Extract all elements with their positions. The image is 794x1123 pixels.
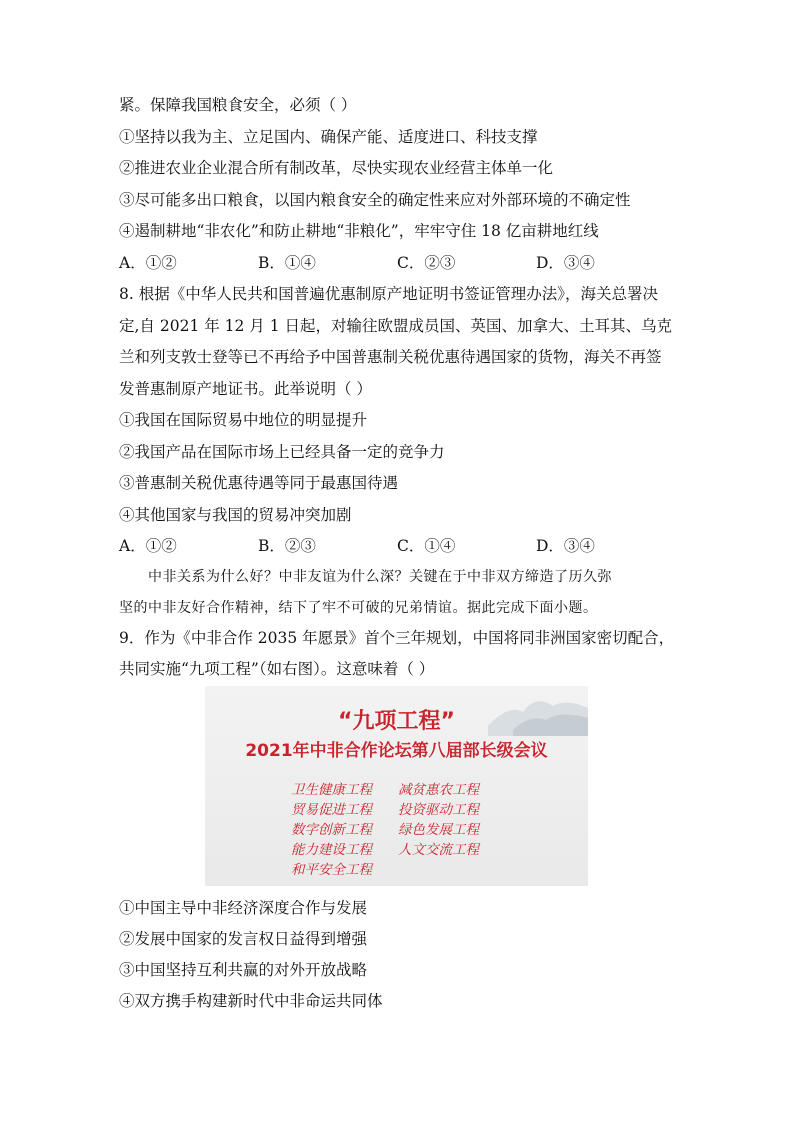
nine-projects-figure bbox=[205, 686, 588, 886]
q7-option-c: C．②③ bbox=[397, 254, 456, 272]
q9-stem-line-2: 共同实施“九项工程”（如右图）。这意味着（ ） bbox=[119, 660, 435, 678]
q8-item-2: ②我国产品在国际市场上已经具备一定的竞争力 bbox=[119, 443, 445, 461]
project-left-3: 数字创新工程 bbox=[291, 822, 372, 838]
q9-stem-line-1: 9．作为《中非合作 2035 年愿景》首个三年规划，中国将同非洲国家密切配合， bbox=[119, 629, 675, 647]
project-right-4: 人文交流工程 bbox=[398, 842, 479, 858]
q9-item-1: ①中国主导中非经济深度合作与发展 bbox=[119, 899, 368, 917]
project-left-1: 卫生健康工程 bbox=[291, 782, 372, 798]
q8-stem-line-3: 兰和列支敦士登等已不再给予中国普惠制关税优惠待遇国家的货物，海关不再签 bbox=[119, 348, 662, 366]
project-right-2: 投资驱动工程 bbox=[398, 802, 479, 818]
q8-item-3: ③普惠制关税优惠待遇等同于最惠国待遇 bbox=[119, 474, 399, 492]
q7-item-1: ①坚持以我为主、立足国内、确保产能、适度进口、科技支撑 bbox=[119, 128, 538, 146]
q7-item-2: ②推进农业企业混合所有制改革，尽快实现农业经营主体单一化 bbox=[119, 159, 554, 177]
q7-option-b: B．①④ bbox=[258, 254, 316, 272]
q7-stem-tail: 紧。保障我国粮食安全，必须（ ） bbox=[119, 96, 357, 114]
project-left-4: 能力建设工程 bbox=[291, 842, 372, 858]
intro-line-2: 坚的中非友好合作精神，结下了牢不可破的兄弟情谊。据此完成下面小题。 bbox=[119, 600, 598, 616]
q9-item-3: ③中国坚持互利共赢的对外开放战略 bbox=[119, 961, 368, 979]
q8-stem-line-4: 发普惠制原产地证书。此举说明（ ） bbox=[119, 380, 372, 398]
q7-option-d: D．③④ bbox=[536, 254, 595, 272]
q7-item-3: ③尽可能多出口粮食，以国内粮食安全的确定性来应对外部环境的不确定性 bbox=[119, 191, 631, 209]
q8-option-b: B．②③ bbox=[258, 537, 316, 555]
q8-stem-line-1: 8. 根据《中华人民共和国普遍优惠制原产地证明书签证管理办法》，海关总署决 bbox=[119, 285, 658, 303]
q7-item-4: ④遏制耕地“非农化”和防止耕地“非粮化”，牢牢守住 18 亿亩耕地红线 bbox=[119, 222, 599, 240]
intro-line-1: 中非关系为什么好？中非友谊为什么深？关键在于中非双方缔造了历久弥 bbox=[148, 569, 612, 585]
figure-subtitle: 2021年中非合作论坛第八届部长级会议 bbox=[245, 741, 548, 761]
project-left-5: 和平安全工程 bbox=[291, 862, 372, 878]
project-right-1: 减贫惠农工程 bbox=[398, 782, 479, 798]
q8-option-c: C．①④ bbox=[397, 537, 456, 555]
q8-option-d: D．③④ bbox=[536, 537, 595, 555]
q9-item-2: ②发展中国家的发言权日益得到增强 bbox=[119, 930, 368, 948]
figure-title: “九项工程” bbox=[338, 709, 455, 734]
q9-item-4: ④双方携手构建新时代中非命运共同体 bbox=[119, 992, 383, 1010]
project-right-3: 绿色发展工程 bbox=[398, 822, 479, 838]
q8-item-1: ①我国在国际贸易中地位的明显提升 bbox=[119, 411, 368, 429]
q8-option-a: A．①② bbox=[119, 537, 177, 555]
q8-item-4: ④其他国家与我国的贸易冲突加剧 bbox=[119, 506, 352, 524]
q7-option-a: A．①② bbox=[119, 254, 177, 272]
project-left-2: 贸易促进工程 bbox=[291, 802, 372, 818]
q8-stem-line-2: 定,自 2021 年 12 月 1 日起，对输往欧盟成员国、英国、加拿大、土耳其、乌克 bbox=[119, 317, 673, 335]
